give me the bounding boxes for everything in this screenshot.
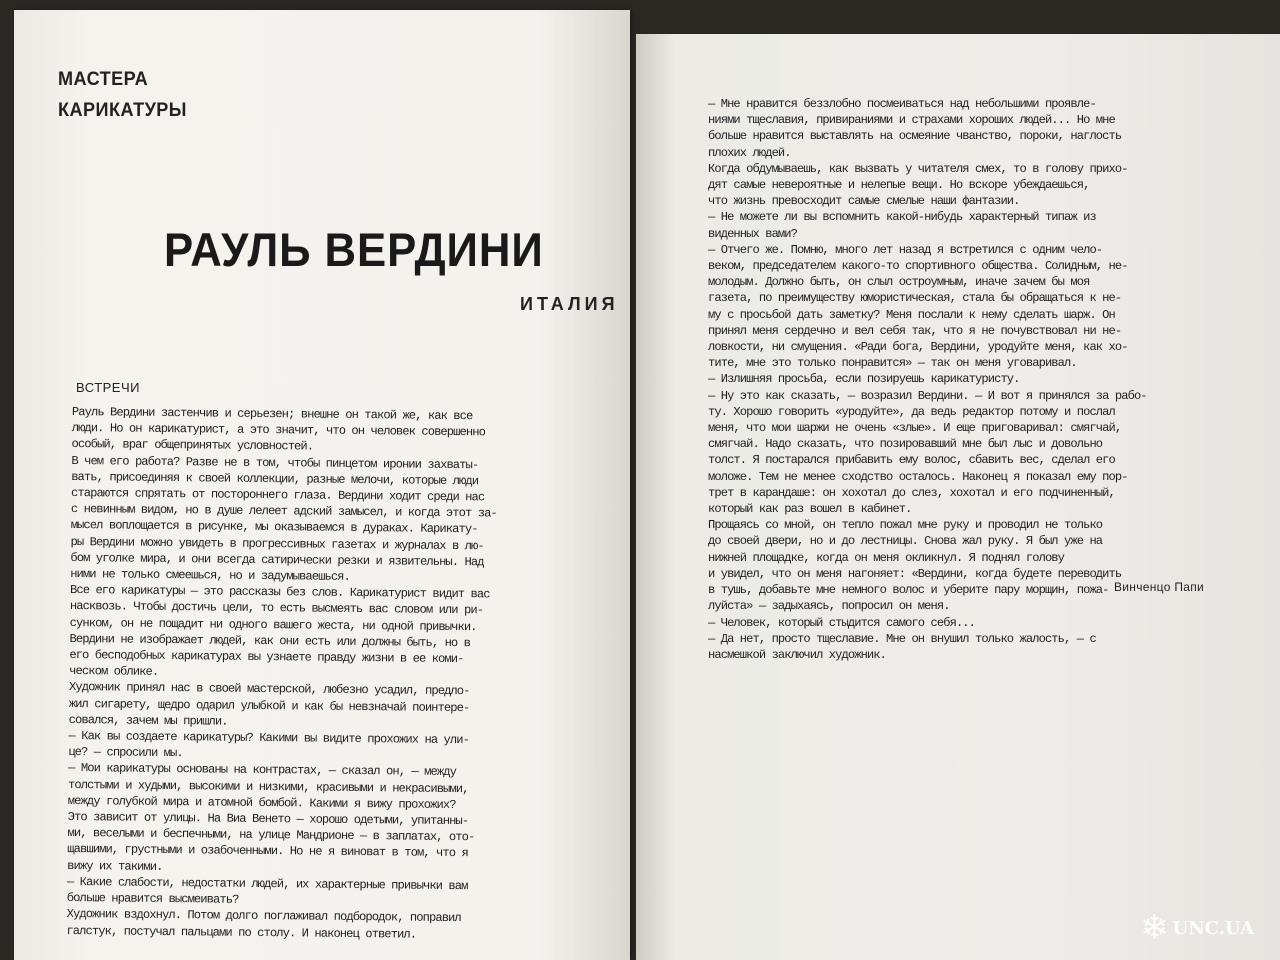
text-line: меня, что мои шаржи не очень «злые». И еще приговаривал: смягчай, — [708, 421, 1122, 436]
text-line: вать, присоединяя к своей коллекции, разные мелочи, которые люди — [71, 469, 479, 489]
text-line: Художник вздохнул. Потом долго поглаживал подбородок, поправил — [66, 907, 461, 926]
text-line: — Не можете ли вы вспомнить какой-нибудь характерный типаж из — [708, 210, 1096, 225]
text-line: В чем его работа? Разве не в том, чтобы пинцетом иронии захваты- — [71, 453, 479, 472]
text-line: сунком, он не пощадит ни одного вашего жеста, ни одной привычки. — [69, 615, 477, 634]
text-line: стараются спрятать от постороннего глаза. Вердини ходит среди нас — [70, 486, 485, 505]
series-line: КАРИКАТУРЫ — [58, 100, 187, 121]
text-line: мысел воплощается в рисунке, мы оказываемся в дураках. Карикату- — [70, 518, 478, 537]
right-body-text — [708, 96, 1248, 663]
text-line: люди. Но он карикатурист, а это значит, что он человек совершенно — [71, 421, 486, 440]
text-line: — Как вы создаете карикатуры? Какими вы видите прохожих на ули- — [68, 729, 470, 748]
text-line: с невинным видом, но в душе лелеет адский замысел, и когда этот за- — [70, 502, 497, 521]
text-line: дят самые невероятные и нелепые вещи. Но вскоре убеждаешься, — [708, 178, 1090, 193]
watermark-text: UNC.UA — [1172, 917, 1255, 939]
text-line: газета, по преимуществу юмористическая, стала бы обращаться к не- — [708, 291, 1122, 306]
text-line: насквозь. Чтобы достичь цели, то есть высмеять вас словом или ри- — [69, 599, 484, 618]
text-line: насмешкой заключил художник. — [708, 647, 887, 662]
country-label: ИТАЛИЯ — [520, 294, 619, 314]
text-line: в тушь, добавьте мне немного волос и уберите пару морщин, пожа- — [708, 583, 1109, 598]
text-line: — Мои карикатуры основаны на контрастах, — сказал он, — между — [68, 761, 457, 780]
text-line: моложе. Тем не менее сходство осталось. Наконец я показал ему пор- — [708, 469, 1128, 484]
text-line: — Мне нравится беззлобно посмеиваться над небольшими проявле- — [708, 97, 1096, 111]
text-line: совался, зачем мы пришли. — [68, 712, 228, 729]
text-line: трет в карандаше: он хохотал до слез, хохотал и его подчиненный, — [708, 485, 1115, 500]
text-line: щавшими, грустными и озабоченными. Но не я виноват в том, что я — [67, 842, 468, 861]
text-line: больше нравится высмеивать? — [66, 891, 239, 907]
text-line: Это зависит от улицы. На Виа Венето — хорошо одетыми, упитанны- — [67, 810, 469, 829]
text-line: Рауль Вердини застенчив и серьезен; внешне он такой же, как все — [71, 404, 473, 424]
text-line: вижу их такими. — [67, 858, 163, 874]
text-line: — Излишняя просьба, если позируешь карикатуристу. — [708, 372, 1020, 387]
text-line: толст. Я постарался прибавить ему волос, сбавить вес, сделал его — [708, 453, 1115, 468]
text-line: ми, веселыми и беспечными, на улице Мандрионе — в заплатах, ото- — [67, 826, 475, 845]
text-line: особый, враг общепринятых условностей. — [71, 437, 314, 454]
text-line: — Ну это как сказать, — возразил Вердини. — И вот я принялся за рабо- — [708, 388, 1147, 403]
text-line: принял меня сердечно и вел себя так, что я не почувствовал ни не- — [708, 323, 1122, 338]
text-line: це? — спросили мы. — [68, 745, 183, 761]
text-line: его бесподобных карикатурах вы узнаете правду жизни в ее коми- — [69, 648, 464, 667]
text-line: галстук, постучал пальцами по столу. И наконец ответил. — [66, 923, 417, 942]
text-line: молодым. Должно быть, он слыл остроумным, иначе зачем бы моя — [708, 275, 1090, 290]
text-line: ческом облике. — [69, 664, 159, 680]
text-line: бом уголке мира, и они всегда сатирически резки и язвительны. Над — [70, 550, 484, 570]
text-line: толстыми и худыми, высокими и низкими, красивыми и некрасивыми, — [67, 777, 469, 796]
text-line: ними не только смеешься, но и задумываешься. — [70, 567, 351, 584]
text-line: — Человек, который стыдится самого себя... — [708, 615, 976, 630]
text-line: между голубкой мира и атомной бомбой. Какими я вижу прохожих? — [67, 793, 456, 812]
text-line: виденных вами? — [708, 226, 798, 241]
text-line: Прощаясь со мной, он тепло пожал мне руку и проводил не только — [708, 518, 1103, 533]
text-line: Вердини не изображает людей, как они есть или должны быть, но в — [69, 631, 471, 651]
text-line: что жизнь превосходит самые смелые наши фантазии. — [708, 194, 1020, 209]
text-line: ловкости, ни смущения. «Ради бога, Вердини, уродуйте меня, как хо- — [708, 340, 1128, 355]
text-line: до своей двери, но и до лестницы. Снова жал руку. Я был уже на — [708, 534, 1103, 549]
text-line: ры Вердини можно увидеть в прогрессивных газетах и журналах в лю- — [70, 534, 484, 553]
text-line: му с просьбой дать заметку? Меня послали к нему сделать шарж. Он — [708, 307, 1115, 322]
text-line: Все его карикатуры — это рассказы без слов. Карикатурист видит вас — [69, 583, 490, 602]
right-page — [636, 34, 1280, 960]
text-line: который как раз вошел в кабинет. — [708, 502, 912, 517]
series-line: МАСТЕРА — [58, 69, 149, 90]
text-line: ту. Хорошо говорить «уродуйте», да ведь редактор потому и послал — [708, 404, 1115, 419]
snowflake-icon: ❄ — [1140, 908, 1169, 948]
text-line: больше нравится выставлять на осмеяние чванство, пороки, наглость — [708, 129, 1122, 144]
text-line: веком, председателем какого-то спортивного общества. Солидным, не- — [708, 259, 1128, 274]
section-heading: ВСТРЕЧИ — [76, 380, 140, 395]
text-line: тите, мне это только понравится» — так он меня уговаривал. — [708, 356, 1077, 371]
text-line: — Да нет, просто тщеславие. Мне он внушил только жалость, — с — [708, 631, 1096, 646]
text-line: плохих людей. — [708, 145, 791, 160]
site-watermark — [1140, 904, 1274, 952]
text-line: Когда обдумываешь, как вызвать у читателя смех, то в голову прихо- — [708, 161, 1128, 176]
text-line: Художник принял нас в своей мастерской, любезно усадил, предло- — [68, 680, 470, 699]
author-signature: Винченцо Папи — [1114, 580, 1205, 594]
left-body-text — [66, 404, 612, 944]
series-heading — [58, 64, 187, 126]
text-line: — Какие слабости, недостатки людей, их характерные привычки вам — [66, 874, 468, 894]
text-line: — Отчего же. Помню, много лет назад я встретился с одним чело- — [708, 242, 1103, 257]
text-line: смягчай. Надо сказать, что позировавший мне был лыс и довольно — [708, 437, 1103, 452]
text-line: луйста» — задыхаясь, попросил он меня. — [708, 599, 950, 614]
text-line: и увидел, что он меня нагоняет: «Вердини, когда будете переводить — [708, 566, 1122, 581]
left-page — [14, 10, 630, 960]
text-line: жил сигарету, щедро одарил улыбкой и как бы невзначай поинтере- — [68, 696, 470, 715]
text-line: ниями тщеславия, привираниями и страхами хороших людей... Но мне — [708, 113, 1115, 128]
text-line: нижней площадке, когда он меня окликнул. Я поднял голову — [708, 550, 1065, 565]
article-title: РАУЛЬ ВЕРДИНИ — [164, 223, 544, 276]
